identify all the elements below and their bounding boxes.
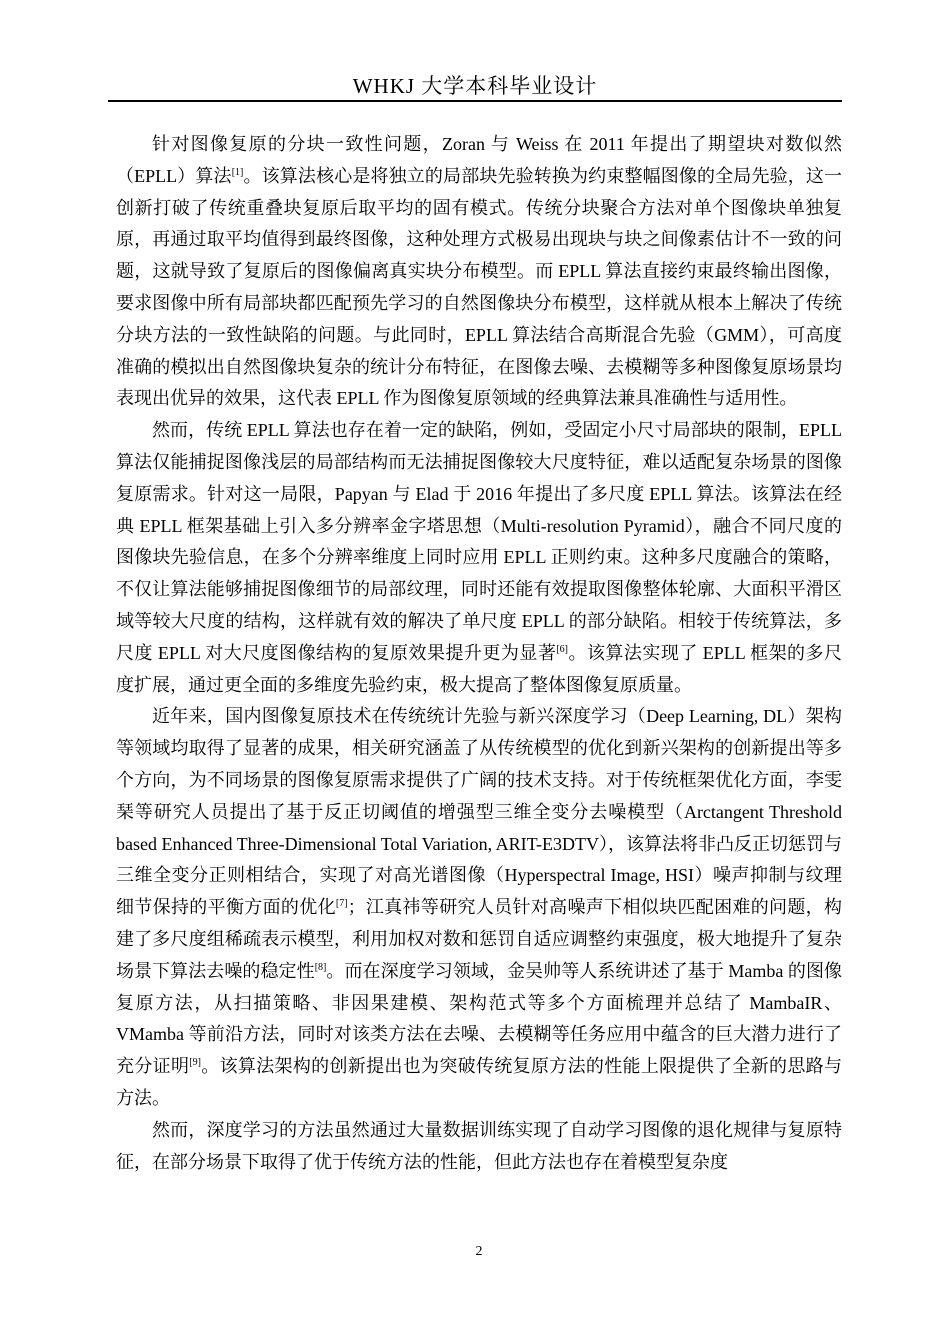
body-paragraph — [116, 129, 842, 415]
citation-reference: [7] — [335, 898, 348, 910]
paragraph-text: 针对图像复原的分块一致性问题，Zoran 与 Weiss 在 2011 年提出了期望块对数似然（EPLL）算法 — [116, 134, 842, 186]
header-divider — [108, 100, 842, 102]
paragraph-text: 。该算法架构的创新提出也为突破传统复原方法的性能上限提供了全新的思路与方法。 — [116, 1056, 842, 1108]
citation-reference: [1] — [231, 166, 244, 178]
paragraph-text: ；江真祎等研究人员针对高噪声下相似块匹配困难的问题，构建了多尺度组稀疏表示模型，利用加权对数和惩罚自适应调整约束强度，极大地提升了复杂场景下算法去噪的稳定性 — [116, 897, 843, 981]
page-header-title: WHKJ 大学本科毕业设计 — [352, 74, 598, 98]
paragraph-text: 。该算法核心是将独立的局部块先验转换为约束整幅图像的全局先验，这一创新打破了传统重叠块复原后取平均的固有模式。传统分块聚合方法对单个图像块单独复原，再通过取平均值得到最终图像，这种处理方式极易出现块与块之间像素估计不一致的问题，这就导致了复原后的图像偏离真实块分布模型。而 EPLL 算法直接约束最终输出图像，要求图像中所有局部块都匹配预先学习的自然图像块分布模型，这样就从根本上解决了传统分块方法的一致性缺陷的问题。与此同时，EPLL 算法结合高斯混合先验（GMM），可高度准确的模拟出自然图像块复杂的统计分布特征，在图像去噪、去模糊等多种图像复原场景均表现出优异的效果，这代表 EPLL 作为图像复原领域的经典算法兼具准确性与适用性。 — [116, 165, 842, 409]
paragraph-text: 。该算法实现了 EPLL 框架的多尺度扩展，通过更全面的多维度先验约束，极大提高了整体图像复原质量。 — [116, 642, 842, 695]
citation-reference: [8] — [314, 961, 327, 973]
paragraph-text: 然而，传统 EPLL 算法也存在着一定的缺陷，例如，受固定小尺寸局部块的限制，EPLL 算法仅能捕捉图像浅层的局部结构而无法捕捉图像较大尺度特征，难以适配复杂场景的图像复原需求。针对这一局限，Papyan 与 Elad 于 2016 年提出了多尺度 EPLL 算法。该算法在经典 EPLL 框架基础上引入多分辨率金字塔思想（Multi-resolution Pyramid），融合不同尺度的图像块先验信息，在多个分辨率维度上同时应用 EPLL 正则约束。这种多尺度融合的策略，不仅让算法能够捕捉图像细节的局部纹理，同时还能有效提取图像整体轮廓、大面积平滑区域等较大尺度的结构，这样就有效的解决了单尺度 EPLL 的部分缺陷。相较于传统算法，多尺度 EPLL 对大尺度图像结构的复原效果提升更为显著 — [116, 420, 842, 663]
citation-reference: [6] — [556, 643, 568, 655]
paragraph-text: 近年来，国内图像复原技术在传统统计先验与新兴深度学习（Deep Learning, DL）架构等领域均取得了显著的成果，相关研究涵盖了从传统模型的优化到新兴架构的创新提出等多个方向，为不同场景的图像复原需求提供了广阔的技术支持。对于传统框架优化方面，李雯琹等研究人员提出了基于反正切阈值的增强型三维全变分去噪模型（Arctangent Threshold based Enhanced Three-Dimensional Total Variation, ARIT-E3DTV），该算法将非凸反正切惩罚与三维全变分正则相结合，实现了对高光谱图像（Hyperspectral Image, HSI）噪声抑制与纹理细节保持的平衡方面的优化 — [116, 706, 842, 918]
paragraph-text: 然而，深度学习的方法虽然通过大量数据训练实现了自动学习图像的退化规律与复原特征，在部分场景下取得了优于传统方法的性能，但此方法也存在着模型复杂度 — [116, 1119, 842, 1172]
body-paragraph — [116, 701, 842, 1114]
citation-reference: [9] — [189, 1057, 201, 1069]
body-paragraph — [116, 1115, 842, 1179]
body-paragraph — [116, 415, 842, 701]
body-text — [116, 129, 842, 1178]
paragraph-text: 。而在深度学习领域，金吴帅等人系统讲述了基于 Mamba 的图像复原方法，从扫描策略、非因果建模、架构范式等多个方面梳理并总结了 MambaIR、VMamba 等前沿方法，同时对该类方法在去噪、去模糊等任务应用中蕴含的巨大潜力进行了充分证明 — [116, 960, 843, 1077]
page-number: 2 — [475, 1244, 483, 1259]
